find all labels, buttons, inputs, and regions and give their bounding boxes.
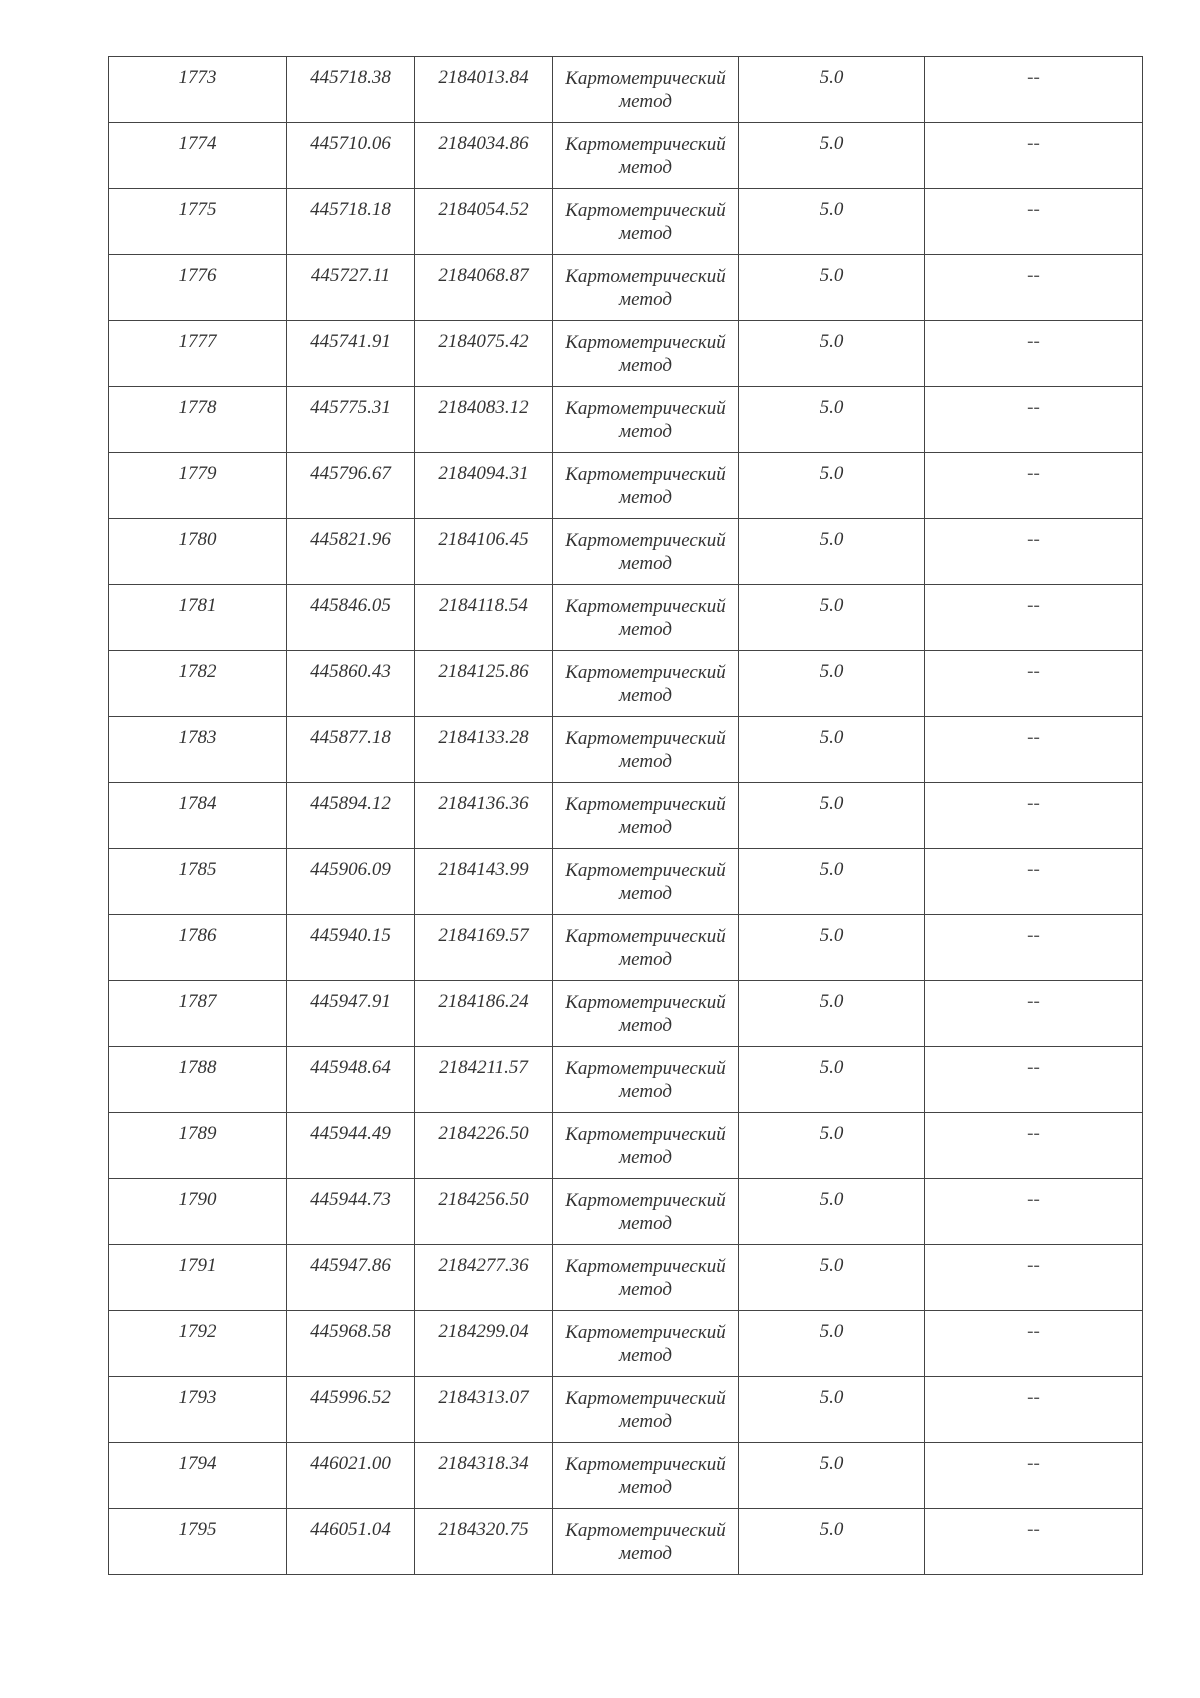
- method-line-1: Картометрический: [565, 992, 726, 1013]
- x-coordinate-cell: 445944.73: [287, 1179, 415, 1245]
- accuracy-cell: 5.0: [739, 981, 925, 1047]
- accuracy-cell: 5.0: [739, 189, 925, 255]
- method-line-2: метод: [619, 1543, 672, 1564]
- method-cell: [553, 783, 739, 849]
- coordinates-table-body: [109, 57, 1143, 1575]
- method-line-1: Картометрический: [565, 860, 726, 881]
- method-line-2: метод: [619, 223, 672, 244]
- y-coordinate-cell: 2184068.87: [415, 255, 553, 321]
- point-number-cell: 1779: [109, 453, 287, 519]
- y-coordinate-cell: 2184256.50: [415, 1179, 553, 1245]
- y-coordinate-cell: 2184125.86: [415, 651, 553, 717]
- point-number-cell: 1774: [109, 123, 287, 189]
- x-coordinate-cell: 445821.96: [287, 519, 415, 585]
- x-coordinate-cell: 445947.86: [287, 1245, 415, 1311]
- table-row: [109, 1443, 1143, 1509]
- y-coordinate-cell: 2184106.45: [415, 519, 553, 585]
- table-row: [109, 453, 1143, 519]
- y-coordinate-cell: 2184083.12: [415, 387, 553, 453]
- method-cell: [553, 57, 739, 123]
- table-row: [109, 255, 1143, 321]
- point-number-cell: 1789: [109, 1113, 287, 1179]
- y-coordinate-cell: 2184136.36: [415, 783, 553, 849]
- note-cell: --: [925, 1245, 1143, 1311]
- table-row: [109, 1245, 1143, 1311]
- accuracy-cell: 5.0: [739, 387, 925, 453]
- method-line-2: метод: [619, 1477, 672, 1498]
- point-number-cell: 1793: [109, 1377, 287, 1443]
- note-cell: --: [925, 1443, 1143, 1509]
- point-number-cell: 1794: [109, 1443, 287, 1509]
- method-cell: [553, 651, 739, 717]
- x-coordinate-cell: 446021.00: [287, 1443, 415, 1509]
- y-coordinate-cell: 2184226.50: [415, 1113, 553, 1179]
- method-line-1: Картометрический: [565, 926, 726, 947]
- x-coordinate-cell: 445741.91: [287, 321, 415, 387]
- method-line-1: Картометрический: [565, 1388, 726, 1409]
- method-cell: [553, 387, 739, 453]
- point-number-cell: 1792: [109, 1311, 287, 1377]
- accuracy-cell: 5.0: [739, 1311, 925, 1377]
- note-cell: --: [925, 321, 1143, 387]
- table-row: [109, 1377, 1143, 1443]
- point-number-cell: 1784: [109, 783, 287, 849]
- note-cell: --: [925, 57, 1143, 123]
- note-cell: --: [925, 519, 1143, 585]
- method-line-1: Картометрический: [565, 68, 726, 89]
- note-cell: --: [925, 189, 1143, 255]
- note-cell: --: [925, 1047, 1143, 1113]
- y-coordinate-cell: 2184211.57: [415, 1047, 553, 1113]
- x-coordinate-cell: 445860.43: [287, 651, 415, 717]
- method-cell: [553, 519, 739, 585]
- accuracy-cell: 5.0: [739, 1509, 925, 1575]
- x-coordinate-cell: 445940.15: [287, 915, 415, 981]
- method-line-2: метод: [619, 949, 672, 970]
- method-line-2: метод: [619, 1081, 672, 1102]
- x-coordinate-cell: 445718.38: [287, 57, 415, 123]
- note-cell: --: [925, 651, 1143, 717]
- note-cell: --: [925, 1311, 1143, 1377]
- method-cell: [553, 585, 739, 651]
- x-coordinate-cell: 445877.18: [287, 717, 415, 783]
- accuracy-cell: 5.0: [739, 1245, 925, 1311]
- accuracy-cell: 5.0: [739, 519, 925, 585]
- method-line-2: метод: [619, 817, 672, 838]
- method-line-1: Картометрический: [565, 398, 726, 419]
- method-cell: [553, 189, 739, 255]
- x-coordinate-cell: 445948.64: [287, 1047, 415, 1113]
- y-coordinate-cell: 2184277.36: [415, 1245, 553, 1311]
- method-line-1: Картометрический: [565, 1322, 726, 1343]
- note-cell: --: [925, 1113, 1143, 1179]
- table-row: [109, 849, 1143, 915]
- method-line-1: Картометрический: [565, 596, 726, 617]
- point-number-cell: 1773: [109, 57, 287, 123]
- table-row: [109, 651, 1143, 717]
- note-cell: --: [925, 453, 1143, 519]
- method-line-2: метод: [619, 553, 672, 574]
- y-coordinate-cell: 2184186.24: [415, 981, 553, 1047]
- y-coordinate-cell: 2184320.75: [415, 1509, 553, 1575]
- y-coordinate-cell: 2184034.86: [415, 123, 553, 189]
- table-row: [109, 57, 1143, 123]
- table-row: [109, 585, 1143, 651]
- accuracy-cell: 5.0: [739, 1179, 925, 1245]
- method-line-1: Картометрический: [565, 464, 726, 485]
- note-cell: --: [925, 387, 1143, 453]
- note-cell: --: [925, 981, 1143, 1047]
- accuracy-cell: 5.0: [739, 783, 925, 849]
- y-coordinate-cell: 2184118.54: [415, 585, 553, 651]
- accuracy-cell: 5.0: [739, 123, 925, 189]
- method-line-1: Картометрический: [565, 794, 726, 815]
- accuracy-cell: 5.0: [739, 1113, 925, 1179]
- table-row: [109, 915, 1143, 981]
- table-row: [109, 1311, 1143, 1377]
- method-cell: [553, 123, 739, 189]
- point-number-cell: 1785: [109, 849, 287, 915]
- point-number-cell: 1782: [109, 651, 287, 717]
- document-page: [108, 56, 1142, 1575]
- point-number-cell: 1781: [109, 585, 287, 651]
- table-row: [109, 783, 1143, 849]
- note-cell: --: [925, 255, 1143, 321]
- table-row: [109, 1179, 1143, 1245]
- table-row: [109, 123, 1143, 189]
- table-row: [109, 981, 1143, 1047]
- point-number-cell: 1777: [109, 321, 287, 387]
- method-line-2: метод: [619, 619, 672, 640]
- y-coordinate-cell: 2184133.28: [415, 717, 553, 783]
- method-line-2: метод: [619, 1411, 672, 1432]
- method-line-1: Картометрический: [565, 662, 726, 683]
- method-line-1: Картометрический: [565, 1520, 726, 1541]
- method-line-2: метод: [619, 883, 672, 904]
- y-coordinate-cell: 2184299.04: [415, 1311, 553, 1377]
- point-number-cell: 1780: [109, 519, 287, 585]
- method-line-2: метод: [619, 1279, 672, 1300]
- y-coordinate-cell: 2184054.52: [415, 189, 553, 255]
- y-coordinate-cell: 2184094.31: [415, 453, 553, 519]
- method-cell: [553, 1245, 739, 1311]
- method-cell: [553, 1113, 739, 1179]
- table-row: [109, 1113, 1143, 1179]
- y-coordinate-cell: 2184013.84: [415, 57, 553, 123]
- method-cell: [553, 255, 739, 321]
- point-number-cell: 1788: [109, 1047, 287, 1113]
- accuracy-cell: 5.0: [739, 255, 925, 321]
- x-coordinate-cell: 445727.11: [287, 255, 415, 321]
- method-line-2: метод: [619, 751, 672, 772]
- y-coordinate-cell: 2184313.07: [415, 1377, 553, 1443]
- accuracy-cell: 5.0: [739, 717, 925, 783]
- table-row: [109, 189, 1143, 255]
- method-line-2: метод: [619, 421, 672, 442]
- point-number-cell: 1787: [109, 981, 287, 1047]
- method-line-1: Картометрический: [565, 530, 726, 551]
- note-cell: --: [925, 783, 1143, 849]
- accuracy-cell: 5.0: [739, 1377, 925, 1443]
- point-number-cell: 1795: [109, 1509, 287, 1575]
- method-line-1: Картометрический: [565, 332, 726, 353]
- method-line-1: Картометрический: [565, 1058, 726, 1079]
- table-row: [109, 1047, 1143, 1113]
- method-line-1: Картометрический: [565, 728, 726, 749]
- method-cell: [553, 849, 739, 915]
- method-cell: [553, 981, 739, 1047]
- method-line-2: метод: [619, 289, 672, 310]
- method-line-1: Картометрический: [565, 1454, 726, 1475]
- point-number-cell: 1790: [109, 1179, 287, 1245]
- x-coordinate-cell: 445947.91: [287, 981, 415, 1047]
- x-coordinate-cell: 445710.06: [287, 123, 415, 189]
- x-coordinate-cell: 445968.58: [287, 1311, 415, 1377]
- note-cell: --: [925, 585, 1143, 651]
- method-cell: [553, 453, 739, 519]
- table-row: [109, 387, 1143, 453]
- x-coordinate-cell: 445906.09: [287, 849, 415, 915]
- method-line-2: метод: [619, 157, 672, 178]
- method-line-2: метод: [619, 1147, 672, 1168]
- table-row: [109, 1509, 1143, 1575]
- x-coordinate-cell: 445775.31: [287, 387, 415, 453]
- note-cell: --: [925, 915, 1143, 981]
- y-coordinate-cell: 2184143.99: [415, 849, 553, 915]
- method-cell: [553, 1311, 739, 1377]
- method-line-1: Картометрический: [565, 200, 726, 221]
- point-number-cell: 1776: [109, 255, 287, 321]
- y-coordinate-cell: 2184169.57: [415, 915, 553, 981]
- method-cell: [553, 1377, 739, 1443]
- method-line-2: метод: [619, 355, 672, 376]
- note-cell: --: [925, 717, 1143, 783]
- point-number-cell: 1775: [109, 189, 287, 255]
- accuracy-cell: 5.0: [739, 585, 925, 651]
- x-coordinate-cell: 445894.12: [287, 783, 415, 849]
- note-cell: --: [925, 1179, 1143, 1245]
- x-coordinate-cell: 445996.52: [287, 1377, 415, 1443]
- method-cell: [553, 915, 739, 981]
- note-cell: --: [925, 849, 1143, 915]
- method-cell: [553, 1179, 739, 1245]
- method-cell: [553, 717, 739, 783]
- x-coordinate-cell: 446051.04: [287, 1509, 415, 1575]
- table-row: [109, 321, 1143, 387]
- y-coordinate-cell: 2184318.34: [415, 1443, 553, 1509]
- coordinates-table: [108, 56, 1143, 1575]
- method-line-2: метод: [619, 1345, 672, 1366]
- accuracy-cell: 5.0: [739, 651, 925, 717]
- method-line-1: Картометрический: [565, 1256, 726, 1277]
- point-number-cell: 1791: [109, 1245, 287, 1311]
- point-number-cell: 1778: [109, 387, 287, 453]
- method-line-2: метод: [619, 685, 672, 706]
- method-cell: [553, 1443, 739, 1509]
- method-line-1: Картометрический: [565, 1124, 726, 1145]
- method-cell: [553, 1509, 739, 1575]
- method-line-1: Картометрический: [565, 134, 726, 155]
- method-line-2: метод: [619, 487, 672, 508]
- table-row: [109, 717, 1143, 783]
- note-cell: --: [925, 1509, 1143, 1575]
- accuracy-cell: 5.0: [739, 849, 925, 915]
- x-coordinate-cell: 445944.49: [287, 1113, 415, 1179]
- x-coordinate-cell: 445718.18: [287, 189, 415, 255]
- method-line-2: метод: [619, 1015, 672, 1036]
- method-cell: [553, 321, 739, 387]
- method-line-1: Картометрический: [565, 1190, 726, 1211]
- accuracy-cell: 5.0: [739, 453, 925, 519]
- accuracy-cell: 5.0: [739, 321, 925, 387]
- note-cell: --: [925, 123, 1143, 189]
- method-line-2: метод: [619, 91, 672, 112]
- accuracy-cell: 5.0: [739, 915, 925, 981]
- x-coordinate-cell: 445796.67: [287, 453, 415, 519]
- point-number-cell: 1786: [109, 915, 287, 981]
- accuracy-cell: 5.0: [739, 57, 925, 123]
- accuracy-cell: 5.0: [739, 1047, 925, 1113]
- note-cell: --: [925, 1377, 1143, 1443]
- method-cell: [553, 1047, 739, 1113]
- accuracy-cell: 5.0: [739, 1443, 925, 1509]
- point-number-cell: 1783: [109, 717, 287, 783]
- x-coordinate-cell: 445846.05: [287, 585, 415, 651]
- y-coordinate-cell: 2184075.42: [415, 321, 553, 387]
- method-line-1: Картометрический: [565, 266, 726, 287]
- table-row: [109, 519, 1143, 585]
- method-line-2: метод: [619, 1213, 672, 1234]
